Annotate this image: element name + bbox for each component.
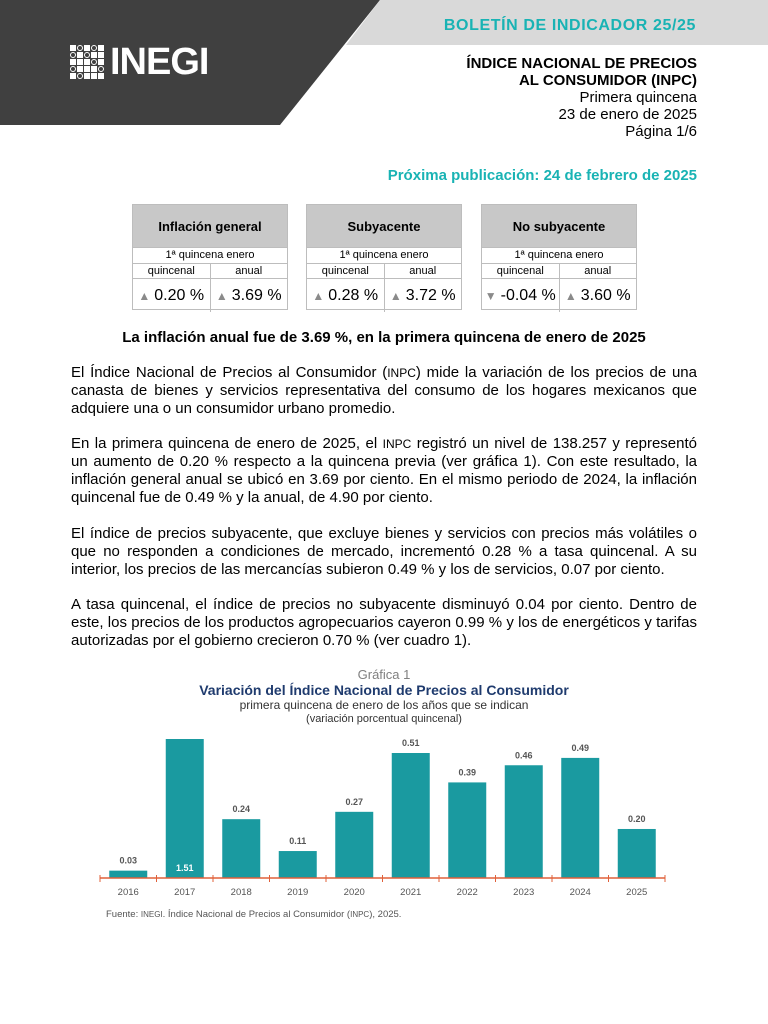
page-number: Página 1/6 [625,123,697,140]
x-tick-label-2020: 2020 [343,887,365,898]
inegi-logo [70,41,209,83]
chart-title: Variación del Índice Nacional de Precios al Consumidor [199,682,569,698]
bar-2022 [448,782,486,878]
col-anual: anual [584,265,612,277]
data-label-2021: 0.51 [401,738,420,748]
abbr: INPC [382,437,412,451]
paragraph-3: El índice de precios subyacente, que excluye bienes y servicios con precios más volátiles o que no responden a condiciones de mercado, incrementó 0.28 % a tasa quincenal. A su interior, los precios de las mercancías subieron 0.49 % y los de servicios, 0.07 por ciento. [71,525,697,578]
up-arrow-icon: ▲ [312,289,325,303]
bar-2017 [166,739,204,878]
report-title-line1: ÍNDICE NACIONAL DE PRECIOS [466,55,697,72]
value-quincenal: 0.20 % [154,287,205,304]
col-anual: anual [409,265,437,277]
up-arrow-icon: ▲ [564,289,577,303]
text: El Índice Nacional de Precios al Consumidor ( [71,364,388,381]
x-tick-label-2017: 2017 [174,887,196,898]
chart-label: Gráfica 1 [357,667,411,682]
value-anual: 3.69 % [231,287,282,304]
paragraph-1 [71,364,697,418]
indicator-title: Inflación general [133,205,287,247]
paragraph-2 [71,435,697,507]
bar-2020 [335,812,373,878]
abbr: INEGI [140,910,163,919]
chart-subtitle-units: (variación porcentual quincenal) [306,713,462,725]
indicator-title: Subyacente [307,205,461,247]
indicator-box-subyacente [306,204,462,310]
x-tick-label-2016: 2016 [117,887,139,898]
x-tick-label-2024: 2024 [569,887,591,898]
logo-text: INEGI [110,41,209,83]
bar-2025 [618,829,656,878]
bar-2019 [279,851,317,878]
col-quincenal: quincenal [482,264,560,278]
inegi-logo-icon [70,45,104,79]
abbr: INPC [350,910,370,919]
bar-2016 [109,871,147,878]
data-label-2023: 0.46 [514,750,533,761]
indicator-period: 1ª quincena enero [133,247,287,263]
text: Fuente: [106,909,141,920]
chart-source [106,909,401,920]
bulletin-title: BOLETÍN DE INDICADOR 25/25 [443,17,696,34]
up-arrow-icon: ▲ [215,289,228,303]
x-tick-label-2022: 2022 [456,887,478,898]
up-arrow-icon: ▲ [389,289,402,303]
report-period: Primera quincena [579,89,697,106]
bar-2023 [505,765,543,878]
col-quincenal: quincenal [133,264,211,278]
report-title-line2: AL CONSUMIDOR (INPC) [518,72,697,89]
data-label-2025: 0.20 [627,813,646,824]
data-label-2024: 0.49 [571,742,590,753]
indicator-period: 1ª quincena enero [482,247,636,263]
bar-chart [95,730,675,905]
value-quincenal: 0.28 % [328,287,379,304]
indicator-title: No subyacente [482,205,636,247]
bar-2018 [222,819,260,878]
text: ) mide la variación de los precios de una canasta de bienes y servicios representativa del consumo de los hogares mexicanos que adquiere una o un consumidor urbano promedio. [71,364,697,417]
text: En la primera quincena de enero de 2025, el [71,435,383,452]
x-tick-label-2023: 2023 [513,887,535,898]
text: . Índice Nacional de Precios al Consumidor ( [162,909,351,920]
chart-subtitle: primera quincena de enero de los años que se indican [239,698,529,712]
text: ), 2025. [369,909,402,920]
report-date: 23 de enero de 2025 [558,106,697,123]
value-anual: 3.72 % [405,287,456,304]
up-arrow-icon: ▲ [138,289,151,303]
data-label-2018: 0.24 [232,804,251,815]
bar-2021 [392,753,430,878]
data-label-2016: 0.03 [119,855,138,866]
x-tick-label-2025: 2025 [626,887,648,898]
down-arrow-icon: ▼ [484,289,497,303]
col-quincenal: quincenal [307,264,385,278]
headline: La inflación anual fue de 3.69 %, en la primera quincena de enero de 2025 [122,329,646,346]
indicator-box-no-subyacente [481,204,637,310]
x-tick-label-2021: 2021 [400,887,422,898]
data-label-2022: 0.39 [458,767,477,778]
report-title-block [466,55,697,140]
data-label-2017: 1.51 [175,863,194,873]
paragraph-4: A tasa quincenal, el índice de precios no subyacente disminuyó 0.04 por ciento. Dentro de este, los precios de los productos agropecuarios cayeron 0.99 % y los de energéticos y tarifas autorizadas por el gobierno crecieron 0.70 % (ver cuadro 1). [71,596,697,649]
next-publication: Próxima publicación: 24 de febrero de 2025 [387,167,697,184]
value-quincenal: -0.04 % [500,287,556,304]
indicator-box-general [132,204,288,310]
indicator-period: 1ª quincena enero [307,247,461,263]
col-anual: anual [235,265,263,277]
value-anual: 3.60 % [580,287,631,304]
x-tick-label-2019: 2019 [287,887,309,898]
data-label-2020: 0.27 [345,796,364,807]
bar-2024 [561,758,599,878]
abbr: INPC [387,366,416,380]
x-tick-label-2018: 2018 [230,887,252,898]
data-label-2019: 0.11 [289,836,307,847]
text: registró un nivel de 138.257 y representó un aumento de 0.20 % respecto a la quincena previa (ver gráfica 1). Con este resultado, la inflación general anual se ubicó en 3.69 por ciento. En el mismo periodo de 2024, la inflación quincenal fue de 0.49 % y la anual, de 4.90 por ciento. [71,435,697,506]
